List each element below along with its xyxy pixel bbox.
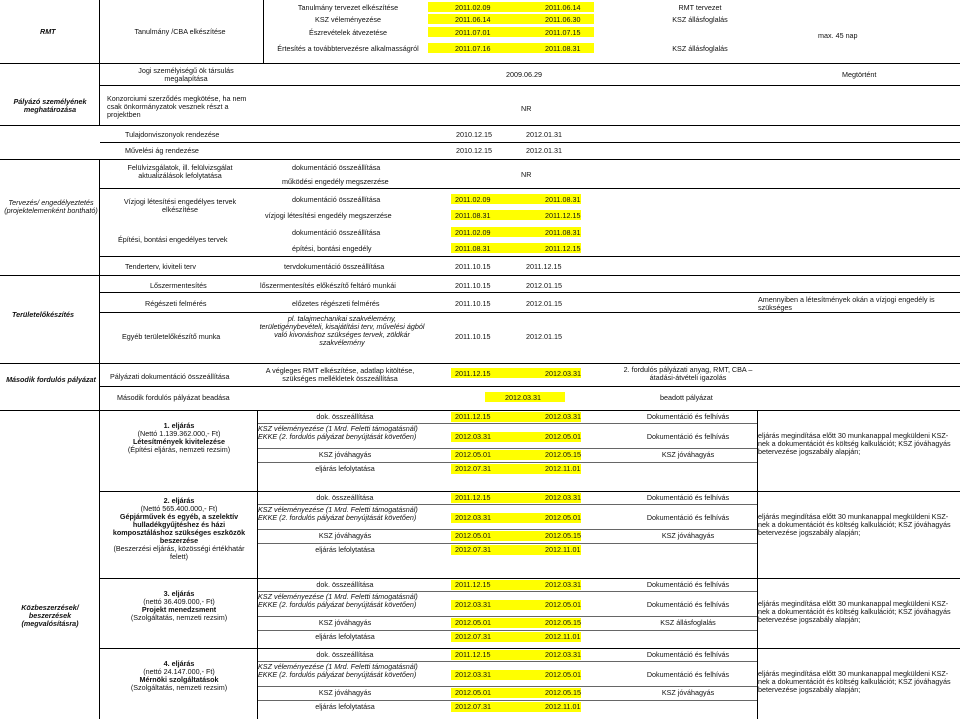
kozb-row-resp: Dokumentáció és felhívás — [646, 670, 730, 679]
rmt-note: max. 45 nap — [818, 31, 858, 40]
terv-label: Tervezés/ engedélyeztetés (projektelemenként bontható) — [4, 198, 98, 216]
kozb-row-d1: 2011.12.15 — [455, 650, 491, 659]
palyazo-label: Pályázó személyének meghatározása — [13, 97, 87, 115]
kozb-proc-note: eljárás megindítása előtt 30 munkanappal megküldeni KSZ-nek a dokumentációt és költség kalkulációt; KSZ jóváhagyás betervezése jogszabály alapján; — [758, 599, 951, 625]
terv-vizjogi-s2d1: 2011.08.31 — [455, 211, 491, 220]
kozb-block-line: Mérnöki szolgáltatások — [139, 675, 219, 685]
terulet-egyeb-task: Egyéb területelőkészítő munka — [122, 332, 221, 341]
terulet-reg-d1: 2011.10.15 — [455, 299, 491, 308]
kozb-row-d2: 2012.11.01 — [545, 632, 581, 641]
terulet-lo-sub: lőszermentesítés előkészítő feltáró munkái — [260, 281, 396, 290]
kozb-row-resp: Dokumentáció és felhívás — [646, 412, 730, 421]
kozb-row-d2: 2012.05.01 — [545, 432, 581, 441]
tulaj-d2: 2012.01.31 — [526, 130, 562, 139]
tulaj-d1: 2010.12.15 — [456, 130, 492, 139]
terulet-egyeb-sub: pl. talajmechanikai szakvélemény, területigénybevételi, kisajátítási terv, művelési ágból való kivonáshoz szükséges tervek, zöldkár szakvélemény — [259, 314, 425, 348]
palyazo-row2-task: Konzorciumi szerződés megkötése, ha nem csak önkormányzatok vesznek részt a projektben — [107, 94, 247, 120]
terv-epit-s2d2: 2011.12.15 — [545, 244, 581, 253]
terv-epit-s1d2: 2011.08.31 — [545, 228, 581, 237]
palyazo-row1-date: 2009.06.29 — [506, 70, 542, 79]
rmt-row-task: KSZ véleményezése — [315, 15, 381, 24]
terv-tender-d2: 2011.12.15 — [526, 262, 562, 271]
palyazo-row1-task: Jogi személyiségű ök társulás megalapítása — [138, 66, 234, 84]
kozb-row-d1: 2012.05.01 — [455, 450, 491, 459]
terulet-reg-task: Régészeti felmérés — [145, 299, 207, 308]
terv-vizjogi-s1d2: 2011.08.31 — [545, 195, 581, 204]
kozb-row-d2: 2012.05.01 — [545, 600, 581, 609]
terulet-lo-task: Lőszermentesítés — [150, 281, 207, 290]
kozb-row-d1: 2012.03.31 — [455, 513, 491, 522]
terv-vizjogi-s2d2: 2011.12.15 — [545, 211, 581, 220]
kozb-block-title: 2. eljárás — [163, 496, 195, 505]
terv-vizjogi-s1d1: 2011.02.09 — [455, 195, 491, 204]
kozb-block-line: Gépjárművek és egyéb, a szelektív hulladékgyűjtéshez és házi komposztáláshoz szükséges eszközök beszerzése — [112, 512, 246, 546]
masodik-beadas: Második fordulós pályázat beadása — [117, 393, 230, 402]
terulet-lo-d1: 2011.10.15 — [455, 281, 491, 290]
masodik-task: Pályázati dokumentáció összeállítása — [110, 372, 230, 381]
kozb-block-line: Projekt menedzsment — [141, 605, 217, 615]
rmt-row-d2: 2011.07.15 — [545, 28, 581, 37]
kozb-block-desc — [104, 660, 254, 692]
terulet-lo-d2: 2012.01.15 — [526, 281, 562, 290]
kozb-row-resp: Dokumentáció és felhívás — [646, 650, 730, 659]
kozb-row-resp: KSZ jóváhagyás — [661, 531, 715, 540]
kozb-row-task: KSZ jóváhagyás — [318, 450, 372, 459]
kozb-block-title: 1. eljárás — [163, 421, 195, 430]
masodik-label: Második fordulós pályázat — [6, 375, 96, 384]
palyazo-row2-nr: NR — [521, 104, 532, 113]
rmt-row-d1: 2011.02.09 — [455, 3, 491, 12]
rmt-row-d2: 2011.06.30 — [545, 15, 581, 24]
kozb-row-d1: 2012.07.31 — [455, 545, 491, 554]
kozb-row-task: KSZ véleményezése (1 Mrd. Feletti támogatásnál) EKKE (2. fordulós pályázat benyújtását követően) — [258, 505, 418, 523]
kozb-block-line: (Nettó 1.139.362.000,- Ft) — [137, 429, 221, 439]
kozb-row-task: dok. összeállítása — [316, 493, 374, 502]
kozb-row-task: KSZ véleményezése (1 Mrd. Feletti támogatásnál) EKKE (2. fordulós pályázat benyújtását követően) — [258, 662, 418, 680]
rmt-row-d1: 2011.06.14 — [455, 15, 491, 24]
terv-tender-sub: tervdokumentáció összeállítása — [284, 262, 385, 271]
terv-vizjogi-sub2: vízjogi létesítési engedély megszerzése — [265, 211, 392, 220]
kozb-row-resp: Dokumentáció és felhívás — [646, 600, 730, 609]
terulet-label: Területelőkészítés — [12, 310, 75, 319]
kozb-row-task: KSZ véleményezése (1 Mrd. Feletti támogatásnál) EKKE (2. fordulós pályázat benyújtását követően) — [258, 592, 418, 610]
rmt-row-resp: KSZ állásfoglalás — [672, 15, 728, 24]
kozb-block-title: 4. eljárás — [163, 659, 195, 668]
kozb-row-resp: Dokumentáció és felhívás — [646, 432, 730, 441]
kozb-label: Közbeszerzések/ beszerzések (megvalósításra) — [21, 603, 79, 629]
terulet-egyeb-d2: 2012.01.15 — [526, 332, 562, 341]
terv-epit-s2d1: 2011.08.31 — [455, 244, 491, 253]
kozb-block-line: (nettó 36.409.000,- Ft) — [143, 597, 215, 607]
terv-vizjogi-task: Vízjogi létesítési engedélyes tervek elkészítése — [123, 197, 237, 215]
kozb-row-d2: 2012.05.15 — [545, 450, 581, 459]
kozb-row-d1: 2011.12.15 — [455, 493, 491, 502]
kozb-row-d1: 2012.03.31 — [455, 670, 491, 679]
kozb-row-d2: 2012.03.31 — [545, 650, 581, 659]
kozb-row-d2: 2012.05.15 — [545, 688, 581, 697]
kozb-row-d1: 2011.12.15 — [455, 412, 491, 421]
rmt-row-resp: RMT tervezet — [678, 3, 722, 12]
kozb-row-task: eljárás lefolytatása — [315, 464, 375, 473]
kozb-row-d1: 2011.12.15 — [455, 580, 491, 589]
tulaj-task: Tulajdonviszonyok rendezése — [125, 130, 220, 139]
terv-felul-sub1: dokumentáció összeállítása — [292, 163, 381, 172]
kozb-block-line: Létesítmények kivitelezése — [133, 437, 225, 447]
rmt-row-task: Észrevételek átvezetése — [309, 28, 387, 37]
kozb-row-resp: KSZ jóváhagyás — [661, 450, 715, 459]
kozb-row-d1: 2012.03.31 — [455, 600, 491, 609]
terv-felul-nr: NR — [521, 170, 532, 179]
kozb-row-d1: 2012.03.31 — [455, 432, 491, 441]
kozb-row-d2: 2012.03.31 — [545, 493, 581, 502]
kozb-row-resp: Dokumentáció és felhívás — [646, 513, 730, 522]
kozb-row-d2: 2012.05.15 — [545, 618, 581, 627]
kozb-row-d2: 2012.11.01 — [545, 464, 581, 473]
rmt-task-label: Tanulmány /CBA elkészítése — [134, 27, 226, 36]
kozb-row-d2: 2012.03.31 — [545, 412, 581, 421]
kozb-row-d2: 2012.05.01 — [545, 670, 581, 679]
kozb-row-d2: 2012.05.01 — [545, 513, 581, 522]
terulet-reg-sub: előzetes régészeti felmérés — [292, 299, 380, 308]
terv-epit-s1d1: 2011.02.09 — [455, 228, 491, 237]
rmt-label: RMT — [40, 27, 56, 36]
kozb-row-task: KSZ jóváhagyás — [318, 618, 372, 627]
terv-tender-task: Tenderterv, kiviteli terv — [125, 262, 196, 271]
kozb-block-line: (Szolgáltatás, nemzeti rezsim) — [130, 683, 228, 693]
kozb-row-task: dok. összeállítása — [316, 580, 374, 589]
terv-felul-sub2: működési engedély megszerzése — [282, 177, 389, 186]
masodik-sub: A végleges RMT elkészítése, adatlap kitöltése, szükséges mellékletek összeállítása — [265, 366, 415, 384]
kozb-block-desc — [104, 422, 254, 454]
kozb-block-title: 3. eljárás — [163, 589, 195, 598]
kozb-row-d2: 2012.03.31 — [545, 580, 581, 589]
terv-tender-d1: 2011.10.15 — [455, 262, 491, 271]
terulet-egyeb-d1: 2011.10.15 — [455, 332, 491, 341]
kozb-block-desc — [104, 590, 254, 622]
terulet-note: Amennyiben a létesítmények okán a vízjogi engedély is szükséges — [758, 295, 935, 313]
kozb-row-d1: 2012.07.31 — [455, 702, 491, 711]
kozb-row-task: eljárás lefolytatása — [315, 545, 375, 554]
masodik-d1: 2011.12.15 — [455, 369, 491, 378]
kozb-row-resp: Dokumentáció és felhívás — [646, 580, 730, 589]
kozb-row-d1: 2012.05.01 — [455, 618, 491, 627]
rmt-row-d2: 2011.06.14 — [545, 3, 581, 12]
kozb-row-task: dok. összeállítása — [316, 412, 374, 421]
terv-epit-task: Építési, bontási engedélyes tervek — [118, 235, 228, 244]
masodik-resp: 2. fordulós pályázati anyag, RMT, CBA – átadási-átvételi igazolás — [623, 365, 753, 383]
kozb-row-task: KSZ jóváhagyás — [318, 688, 372, 697]
kozb-row-task: KSZ véleményezése (1 Mrd. Feletti támogatásnál) EKKE (2. fordulós pályázat benyújtását követően) — [258, 424, 418, 442]
muv-d2: 2012.01.31 — [526, 146, 562, 155]
kozb-proc-note: eljárás megindítása előtt 30 munkanappal megküldeni KSZ-nek a dokumentációt és költség kalkulációt; KSZ jóváhagyás betervezése jogszabály alapján; — [758, 512, 951, 538]
terv-vizjogi-sub1: dokumentáció összeállítása — [292, 195, 381, 204]
kozb-row-task: dok. összeállítása — [316, 650, 374, 659]
kozb-proc-note: eljárás megindítása előtt 30 munkanappal megküldeni KSZ-nek a dokumentációt és költség kalkulációt; KSZ jóváhagyás betervezése jogszabály alapján; — [758, 431, 951, 457]
rmt-row-d1: 2011.07.16 — [455, 44, 491, 53]
masodik-beadas-date: 2012.03.31 — [505, 393, 541, 402]
kozb-row-task: eljárás lefolytatása — [315, 632, 375, 641]
kozb-row-resp: KSZ jóváhagyás — [661, 688, 715, 697]
kozb-row-resp: KSZ állásfoglalás — [660, 618, 716, 627]
rmt-row-d1: 2011.07.01 — [455, 28, 491, 37]
kozb-block-line: (Nettó 565.400.000,- Ft) — [140, 504, 218, 514]
kozb-block-line: (Szolgáltatás, nemzeti rezsim) — [130, 613, 228, 623]
kozb-row-d2: 2012.05.15 — [545, 531, 581, 540]
kozb-block-line: (nettó 24.147.000,- Ft) — [143, 667, 215, 677]
kozb-block-line: (Építési eljárás, nemzeti rezsim) — [127, 445, 231, 455]
kozb-row-d1: 2012.07.31 — [455, 632, 491, 641]
rmt-row-resp: KSZ állásfoglalás — [672, 44, 728, 53]
kozb-block-line: (Beszerzési eljárás, közösségi értékhatár felett) — [113, 544, 245, 562]
masodik-beadott: beadott pályázat — [660, 393, 713, 402]
kozb-row-d2: 2012.11.01 — [545, 545, 581, 554]
kozb-row-d1: 2012.05.01 — [455, 531, 491, 540]
kozb-row-d2: 2012.11.01 — [545, 702, 581, 711]
rmt-row-d2: 2011.08.31 — [545, 44, 581, 53]
palyazo-row1-note: Megtörtént — [842, 70, 877, 79]
rmt-row-task: Tanulmány tervezet elkészítése — [297, 3, 399, 12]
kozb-row-d1: 2012.07.31 — [455, 464, 491, 473]
kozb-row-task: eljárás lefolytatása — [315, 702, 375, 711]
muv-task: Művelési ág rendezése — [125, 146, 199, 155]
terv-epit-sub1: dokumentáció összeállítása — [292, 228, 381, 237]
kozb-row-d1: 2012.05.01 — [455, 688, 491, 697]
terv-epit-sub2: építési, bontási engedély — [292, 244, 372, 253]
kozb-proc-note: eljárás megindítása előtt 30 munkanappal megküldeni KSZ-nek a dokumentációt és költség kalkulációt; KSZ jóváhagyás betervezése jogszabály alapján; — [758, 669, 951, 695]
terv-felul-task: Felülvizsgálatok, ill. felülvizsgálat aktualizálások lefolytatása — [127, 163, 233, 181]
kozb-block-desc — [104, 497, 254, 562]
kozb-row-task: KSZ jóváhagyás — [318, 531, 372, 540]
muv-d1: 2010.12.15 — [456, 146, 492, 155]
masodik-d2: 2012.03.31 — [545, 369, 581, 378]
terulet-reg-d2: 2012.01.15 — [526, 299, 562, 308]
rmt-row-task: Értesítés a továbbtervezésre alkalmasságról — [277, 44, 419, 53]
kozb-row-resp: Dokumentáció és felhívás — [646, 493, 730, 502]
